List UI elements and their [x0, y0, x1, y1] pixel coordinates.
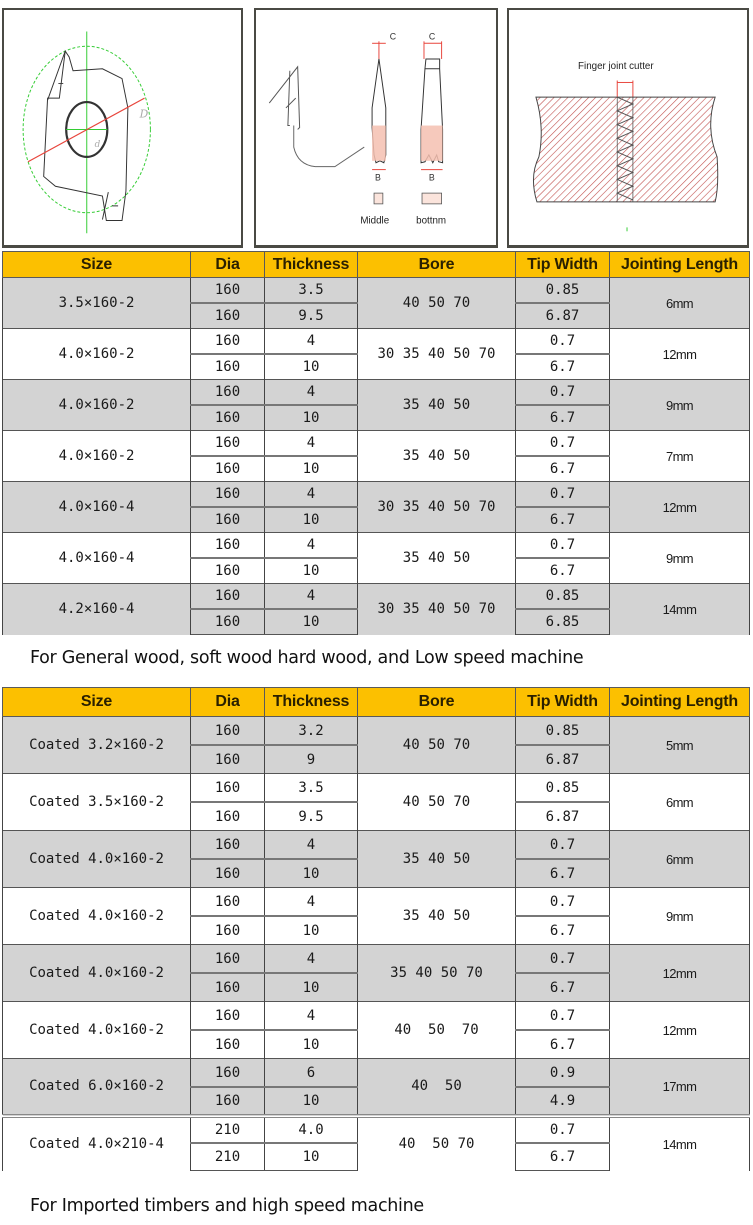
- cutter-face-diagram: [2, 8, 243, 248]
- tip-width-cell: 0.7: [516, 533, 610, 559]
- bore-cell: 35 40 50 70: [358, 945, 516, 1002]
- size-cell: 3.5×160-2: [3, 278, 191, 329]
- header-bore: Bore: [358, 688, 516, 717]
- table-row: [3, 482, 750, 508]
- header-tip-width: Tip Width: [516, 252, 610, 278]
- outer-diameter-label: D: [139, 107, 149, 121]
- thickness-cell: 10: [265, 354, 358, 380]
- tip-width-cell: 6.87: [516, 802, 610, 831]
- size-cell: 4.2×160-4: [3, 584, 191, 635]
- tip-width-cell: 0.85: [516, 717, 610, 746]
- thickness-cell: 10: [265, 1030, 358, 1059]
- jointing-length-cell: 17mm: [610, 1059, 750, 1116]
- jointing-length-cell: 12mm: [610, 329, 750, 380]
- bore-cell: 35 40 50: [358, 533, 516, 584]
- header-jointing-length: Jointing Length: [610, 252, 750, 278]
- thickness-cell: 10: [265, 405, 358, 431]
- thickness-cell: 6: [265, 1059, 358, 1088]
- tip-profile-drawing: [256, 10, 496, 245]
- tip-profile-diagram: [254, 8, 498, 248]
- jointing-length-cell: 6mm: [610, 278, 750, 329]
- dia-cell: 160: [191, 584, 265, 610]
- size-cell: Coated 6.0×160-2: [3, 1059, 191, 1116]
- middle-label: Middle: [360, 215, 390, 227]
- dia-cell: 160: [191, 482, 265, 508]
- header-dia: Dia: [191, 252, 265, 278]
- dia-cell: 160: [191, 973, 265, 1002]
- size-cell: Coated 4.0×160-2: [3, 888, 191, 945]
- dia-cell: 160: [191, 507, 265, 533]
- jointing-length-cell: 14mm: [610, 1116, 750, 1171]
- bore-cell: 40 50: [358, 1059, 516, 1116]
- thickness-cell: 4: [265, 533, 358, 559]
- size-cell: 4.0×160-4: [3, 482, 191, 533]
- size-cell: 4.0×160-2: [3, 329, 191, 380]
- finger-joint-diagram: [507, 8, 749, 248]
- dia-cell: 160: [191, 278, 265, 304]
- header-dia: Dia: [191, 688, 265, 717]
- bore-cell: 40 50 70: [358, 774, 516, 831]
- table-row: [3, 380, 750, 406]
- thickness-cell: 4: [265, 584, 358, 610]
- thickness-cell: 4: [265, 380, 358, 406]
- header-size: Size: [3, 252, 191, 278]
- thickness-cell: 4: [265, 888, 358, 917]
- diagram-row: [0, 8, 753, 250]
- dia-cell: 160: [191, 533, 265, 559]
- dia-cell: 160: [191, 405, 265, 431]
- tip-width-cell: 6.7: [516, 1143, 610, 1171]
- bore-diameter-label: d: [94, 140, 101, 151]
- dia-cell: 160: [191, 916, 265, 945]
- tip-width-cell: 0.7: [516, 431, 610, 457]
- dia-cell: 160: [191, 859, 265, 888]
- bottom-label: bottnm: [416, 215, 447, 227]
- size-cell: Coated 3.2×160-2: [3, 717, 191, 774]
- tip-width-cell: 0.85: [516, 584, 610, 610]
- thickness-cell: 4: [265, 431, 358, 457]
- jointing-length-cell: 7mm: [610, 431, 750, 482]
- tip-width-cell: 0.7: [516, 831, 610, 860]
- header-tip-width: Tip Width: [516, 688, 610, 717]
- tip-width-cell: 6.7: [516, 558, 610, 584]
- thickness-cell: 10: [265, 916, 358, 945]
- dia-cell: 160: [191, 745, 265, 774]
- jointing-length-cell: 9mm: [610, 380, 750, 431]
- dia-cell: 160: [191, 802, 265, 831]
- dia-cell: 210: [191, 1116, 265, 1144]
- table-row: [3, 945, 750, 974]
- tip-width-cell: 0.7: [516, 1116, 610, 1144]
- cutter-face-drawing: [4, 10, 241, 245]
- dia-cell: 160: [191, 1087, 265, 1116]
- thickness-cell: 3.5: [265, 278, 358, 304]
- thickness-cell: 9: [265, 745, 358, 774]
- dia-cell: 160: [191, 888, 265, 917]
- thickness-cell: 10: [265, 1143, 358, 1171]
- size-cell: Coated 4.0×160-2: [3, 1002, 191, 1059]
- dia-cell: 160: [191, 945, 265, 974]
- dia-cell: 160: [191, 609, 265, 635]
- header-thickness: Thickness: [265, 252, 358, 278]
- bore-cell: 35 40 50: [358, 831, 516, 888]
- bore-cell: 30 35 40 50 70: [358, 482, 516, 533]
- tip-width-cell: 0.7: [516, 888, 610, 917]
- dia-cell: 160: [191, 1030, 265, 1059]
- tip-width-cell: 6.7: [516, 973, 610, 1002]
- tip-thickness-label-middle: C: [389, 31, 397, 42]
- table-row: [3, 278, 750, 304]
- jointing-length-cell: 12mm: [610, 945, 750, 1002]
- tip-width-label-bottom: B: [428, 172, 435, 183]
- dia-cell: 160: [191, 380, 265, 406]
- header-size: Size: [3, 688, 191, 717]
- thickness-cell: 10: [265, 609, 358, 635]
- header-jointing-length: Jointing Length: [610, 688, 750, 717]
- dia-cell: 210: [191, 1143, 265, 1171]
- table-row: [3, 1002, 750, 1031]
- jointing-length-cell: 6mm: [610, 831, 750, 888]
- table-row: [3, 717, 750, 746]
- thickness-cell: 10: [265, 558, 358, 584]
- table-1-caption: For General wood, soft wood hard wood, and Low speed machine: [30, 648, 584, 668]
- bore-cell: 40 50 70: [358, 278, 516, 329]
- dia-cell: 160: [191, 456, 265, 482]
- tip-width-cell: 6.7: [516, 456, 610, 482]
- jointing-length-cell: 5mm: [610, 717, 750, 774]
- spec-table-coated: [2, 687, 750, 1171]
- jointing-length-cell: 12mm: [610, 1002, 750, 1059]
- dia-cell: 160: [191, 431, 265, 457]
- header-thickness: Thickness: [265, 688, 358, 717]
- jointing-length-cell: 9mm: [610, 888, 750, 945]
- bore-cell: 30 35 40 50 70: [358, 329, 516, 380]
- thickness-cell: 4: [265, 831, 358, 860]
- thickness-cell: 10: [265, 973, 358, 1002]
- bore-cell: 40 50 70: [358, 1116, 516, 1171]
- size-cell: 4.0×160-4: [3, 533, 191, 584]
- tip-width-cell: 6.87: [516, 303, 610, 329]
- table-2-caption: For Imported timbers and high speed machine: [30, 1196, 424, 1216]
- dia-cell: 160: [191, 717, 265, 746]
- bore-cell: 40 50 70: [358, 717, 516, 774]
- dia-cell: 160: [191, 774, 265, 803]
- tip-width-cell: 0.7: [516, 945, 610, 974]
- bore-cell: 35 40 50: [358, 888, 516, 945]
- tip-width-cell: 6.7: [516, 1030, 610, 1059]
- tip-width-cell: 6.7: [516, 916, 610, 945]
- table-row: [3, 831, 750, 860]
- tip-width-cell: 0.7: [516, 1002, 610, 1031]
- table-row: [3, 1059, 750, 1088]
- thickness-cell: 10: [265, 507, 358, 533]
- tip-width-cell: 0.85: [516, 278, 610, 304]
- tip-width-cell: 6.7: [516, 507, 610, 533]
- thickness-cell: 4: [265, 945, 358, 974]
- tip-width-cell: 4.9: [516, 1087, 610, 1116]
- bore-cell: 40 50 70: [358, 1002, 516, 1059]
- jointing-length-cell: 14mm: [610, 584, 750, 635]
- thickness-cell: 4.0: [265, 1116, 358, 1144]
- dia-cell: 160: [191, 329, 265, 355]
- table-header-row: [3, 688, 750, 717]
- finger-joint-drawing: [509, 10, 747, 245]
- tip-width-cell: 0.7: [516, 380, 610, 406]
- thickness-cell: 10: [265, 456, 358, 482]
- table-row: [3, 533, 750, 559]
- bore-cell: 35 40 50: [358, 431, 516, 482]
- tip-width-cell: 0.9: [516, 1059, 610, 1088]
- dia-cell: 160: [191, 354, 265, 380]
- dia-cell: 160: [191, 1059, 265, 1088]
- tip-width-cell: 6.7: [516, 354, 610, 380]
- dia-cell: 160: [191, 831, 265, 860]
- tip-width-cell: 6.7: [516, 405, 610, 431]
- size-cell: Coated 4.0×160-2: [3, 945, 191, 1002]
- dia-cell: 160: [191, 558, 265, 584]
- header-bore: Bore: [358, 252, 516, 278]
- thickness-cell: 3.5: [265, 774, 358, 803]
- tip-width-cell: 6.85: [516, 609, 610, 635]
- spec-table-standard: [2, 251, 750, 635]
- finger-joint-title: Finger joint cutter: [578, 60, 654, 72]
- table-row: [3, 329, 750, 355]
- size-cell: Coated 3.5×160-2: [3, 774, 191, 831]
- jointing-length-cell: 6mm: [610, 774, 750, 831]
- dia-cell: 160: [191, 303, 265, 329]
- thickness-cell: 9.5: [265, 303, 358, 329]
- tip-width-cell: 0.7: [516, 329, 610, 355]
- thickness-cell: 3.2: [265, 717, 358, 746]
- tip-width-cell: 6.87: [516, 745, 610, 774]
- thickness-cell: 4: [265, 482, 358, 508]
- size-cell: 4.0×160-2: [3, 431, 191, 482]
- tip-width-cell: 0.85: [516, 774, 610, 803]
- table-row: [3, 774, 750, 803]
- jointing-length-cell: 9mm: [610, 533, 750, 584]
- table-row: [3, 888, 750, 917]
- table-header-row: [3, 252, 750, 278]
- tip-width-cell: 0.7: [516, 482, 610, 508]
- size-cell: Coated 4.0×160-2: [3, 831, 191, 888]
- table-row: [3, 431, 750, 457]
- thickness-cell: 4: [265, 1002, 358, 1031]
- dia-cell: 160: [191, 1002, 265, 1031]
- bore-cell: 35 40 50: [358, 380, 516, 431]
- bore-cell: 30 35 40 50 70: [358, 584, 516, 635]
- tip-width-label-middle: B: [375, 172, 381, 183]
- jointing-length-cell: 12mm: [610, 482, 750, 533]
- table-row: [3, 584, 750, 610]
- thickness-cell: 10: [265, 859, 358, 888]
- thickness-cell: 10: [265, 1087, 358, 1116]
- tip-width-cell: 6.7: [516, 859, 610, 888]
- size-cell: Coated 4.0×210-4: [3, 1116, 191, 1171]
- tip-thickness-label-bottom: C: [428, 31, 436, 42]
- thickness-cell: 9.5: [265, 802, 358, 831]
- table-row: [3, 1116, 750, 1144]
- size-cell: 4.0×160-2: [3, 380, 191, 431]
- thickness-cell: 4: [265, 329, 358, 355]
